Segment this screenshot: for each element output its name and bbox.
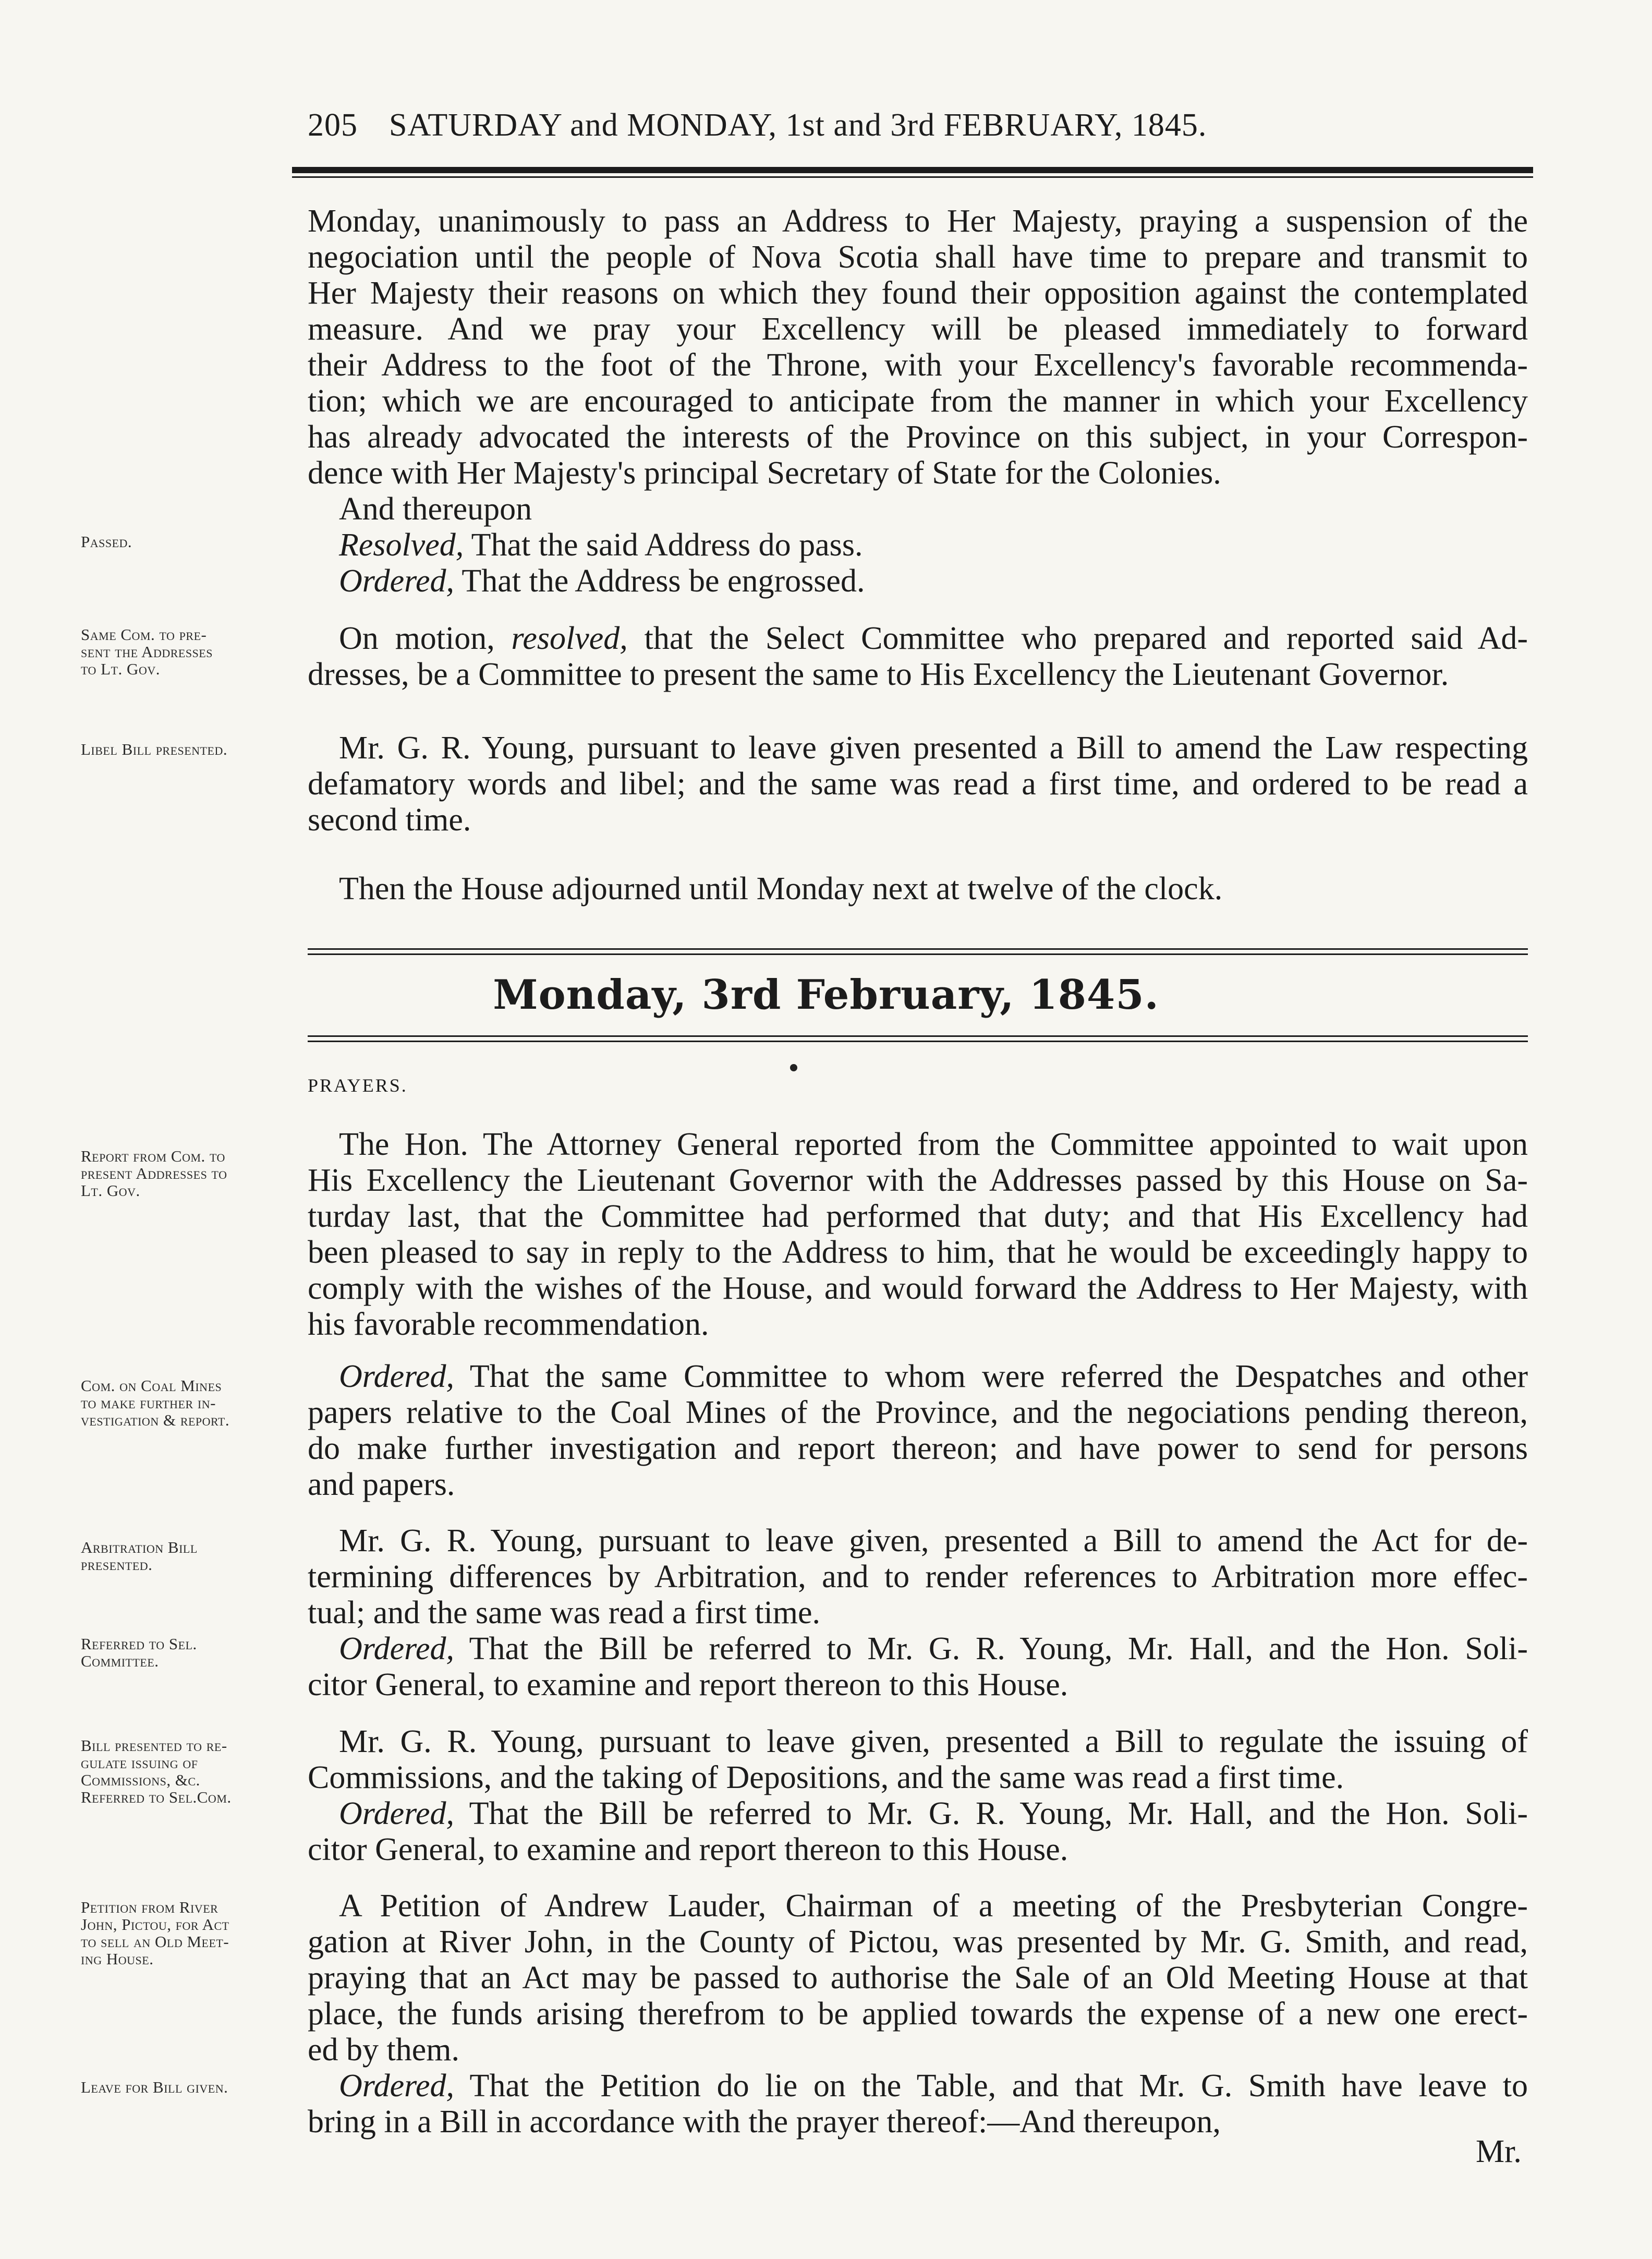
text-line: Commissions, and the taking of Depositions, and the same was read a first time. xyxy=(308,1760,1344,1795)
continuation-paragraph xyxy=(308,203,1528,599)
margin-note-libel: Libel Bill presented. xyxy=(81,740,228,758)
text-line: Mr. G. R. Young, pursuant to leave given, presented a Bill to amend the Act for de- xyxy=(339,1523,1528,1559)
text-line: tual; and the same was read a first time. xyxy=(308,1595,821,1630)
text-line xyxy=(308,1796,1528,1832)
prayers-label: PRAYERS. xyxy=(308,1075,408,1096)
text-line: praying that an Act may be passed to authorise the Sale of an Old Meeting House at that xyxy=(308,1960,1528,1996)
text-line: dence with Her Majesty's principal Secretary of State for the Colonies. xyxy=(308,455,1221,491)
text-line: citor General, to examine and report thereon to this House. xyxy=(308,1667,1068,1702)
text-line: Mr. G. R. Young, pursuant to leave given, presented a Bill to regulate the issuing of xyxy=(339,1724,1528,1759)
margin-note-coal: Com. on Coal Mines to make further in- vestigation & report. xyxy=(81,1376,230,1429)
ordered-label: Ordered, xyxy=(339,1359,454,1394)
text-span: That the Petition do lie on the Table, and that Mr. G. Smith have leave to xyxy=(454,2068,1528,2104)
ordered-label: Ordered, xyxy=(339,1631,454,1666)
referred-paragraph xyxy=(308,1631,1528,1703)
text-line: citor General, to examine and report thereon to this House. xyxy=(308,1832,1068,1867)
ordered-label: Ordered, xyxy=(339,563,454,599)
text-line: papers relative to the Coal Mines of the Province, and the negociations pending thereon, xyxy=(308,1395,1528,1430)
petition-paragraph xyxy=(308,1888,1528,2068)
text-line: Her Majesty their reasons on which they found their opposition against the contemplated xyxy=(308,275,1528,311)
section-rule xyxy=(308,1041,1528,1042)
page-number: 205 xyxy=(308,107,358,143)
coal-paragraph xyxy=(308,1359,1528,1503)
text-line: Mr. G. R. Young, pursuant to leave given presented a Bill to amend the Law respecting xyxy=(339,730,1528,766)
text-line: ed by them. xyxy=(308,2032,459,2068)
text-line: place, the funds arising therefrom to be applied towards the expense of a new one erect- xyxy=(308,1996,1528,2032)
resolved-label: resolved, xyxy=(511,621,628,656)
day-heading: Monday, 3rd February, 1845. xyxy=(493,971,1159,1019)
header-rule-thick xyxy=(292,167,1533,173)
ordered-text: That the Address be engrossed. xyxy=(454,563,865,599)
commissions-paragraph xyxy=(308,1724,1528,1868)
text-line: gation at River John, in the County of Pictou, was presented by Mr. G. Smith, and read, xyxy=(308,1924,1528,1960)
text-line: second time. xyxy=(308,802,471,838)
text-line: dresses, be a Committee to present the same to His Excellency the Lieutenant Governor. xyxy=(308,657,1449,692)
text-span: That the Bill be referred to Mr. G. R. Young, Mr. Hall, and the Hon. Soli- xyxy=(454,1631,1528,1666)
text-line: Monday, unanimously to pass an Address to Her Majesty, praying a suspension of the xyxy=(308,203,1528,239)
section-rule xyxy=(308,948,1528,950)
resolved-text: That the said Address do pass. xyxy=(464,527,863,563)
margin-note-report: Report from Com. to present Addresses to Lt. Gov. xyxy=(81,1147,227,1200)
margin-note-referred: Referred to Sel. Committee. xyxy=(81,1635,197,1670)
text-line: has already advocated the interests of the Province on this subject, in your Correspon- xyxy=(308,419,1528,455)
same-committee-paragraph xyxy=(308,621,1528,693)
text-line: their Address to the foot of the Throne, with your Excellency's favorable recommenda- xyxy=(308,347,1528,383)
text-line xyxy=(308,2068,1528,2104)
ink-dot xyxy=(790,1064,797,1071)
text-line: negociation until the people of Nova Scotia shall have time to prepare and transmit to xyxy=(308,239,1528,275)
ordered-label: Ordered, xyxy=(339,1796,454,1831)
text-span: that the Select Committee who prepared and reported said Ad- xyxy=(627,621,1528,656)
arbitration-paragraph xyxy=(308,1523,1528,1631)
text-span: That the same Committee to whom were referred the Despatches and other xyxy=(454,1359,1528,1394)
header-rule-thin xyxy=(292,176,1533,178)
ordered-line xyxy=(308,563,1528,599)
text-span: That the Bill be referred to Mr. G. R. Young, Mr. Hall, and the Hon. Soli- xyxy=(454,1796,1528,1831)
text-line: measure. And we pray your Excellency will be pleased immediately to forward xyxy=(308,311,1528,347)
section-rule xyxy=(308,953,1528,955)
margin-note-arbitration: Arbitration Bill presented. xyxy=(81,1538,198,1574)
text-line: been pleased to say in reply to the Address to him, that he would be exceedingly happy to xyxy=(308,1235,1528,1270)
text-line: A Petition of Andrew Lauder, Chairman of a meeting of the Presbyterian Congre- xyxy=(339,1888,1528,1924)
adjourned-paragraph xyxy=(308,871,1528,907)
text-line: The Hon. The Attorney General reported from the Committee appointed to wait upon xyxy=(339,1127,1528,1162)
resolved-line xyxy=(308,527,1528,563)
text-line: comply with the wishes of the House, and would forward the Address to Her Majesty, with xyxy=(308,1271,1528,1306)
catchword: Mr. xyxy=(1476,2134,1522,2169)
ordered-label: Ordered, xyxy=(339,2068,454,2104)
margin-note-commissions: Bill presented to re- gulate issuing of Commissions, &c. Referred to Sel.Com. xyxy=(81,1736,232,1806)
margin-note-petition: Petition from River John, Pictou, for Act to sell an Old Meet- ing House. xyxy=(81,1898,229,1968)
text-line: And thereupon xyxy=(339,491,532,527)
resolved-label: Resolved, xyxy=(339,527,464,563)
text-line: and papers. xyxy=(308,1467,455,1502)
text-line xyxy=(308,1359,1528,1395)
text-span: On motion, xyxy=(339,621,512,656)
text-line: defamatory words and libel; and the same was read a first time, and ordered to be read a xyxy=(308,766,1528,802)
text-line: do make further investigation and report thereon; and have power to send for persons xyxy=(308,1431,1528,1466)
text-line: termining differences by Arbitration, and to render references to Arbitration more effec- xyxy=(308,1559,1528,1594)
text-line: His Excellency the Lieutenant Governor with the Addresses passed by this House on Sa- xyxy=(308,1163,1528,1198)
text-line: tion; which we are encouraged to anticipate from the manner in which your Excellency xyxy=(308,383,1528,419)
text-line: his favorable recommendation. xyxy=(308,1307,709,1342)
libel-bill-paragraph xyxy=(308,730,1528,838)
running-head xyxy=(308,107,1517,144)
margin-note-leave: Leave for Bill given. xyxy=(81,2078,228,2096)
text-line: turday last, that the Committee had performed that duty; and that His Excellency had xyxy=(308,1199,1528,1234)
text-line xyxy=(308,1631,1528,1667)
text-line xyxy=(308,621,1528,657)
page-title: SATURDAY and MONDAY, 1st and 3rd FEBRUARY, 1845. xyxy=(389,107,1207,143)
text-line: bring in a Bill in accordance with the prayer thereof:—And thereupon, xyxy=(308,2104,1221,2140)
leave-paragraph xyxy=(308,2068,1528,2140)
margin-note-same-committee: Same Com. to pre- sent the Addresses to Lt. Gov. xyxy=(81,625,213,678)
section-rule xyxy=(308,1035,1528,1037)
report-paragraph xyxy=(308,1127,1528,1343)
margin-note-passed: Passed. xyxy=(81,533,132,551)
text-line: Then the House adjourned until Monday next at twelve of the clock. xyxy=(339,871,1223,907)
